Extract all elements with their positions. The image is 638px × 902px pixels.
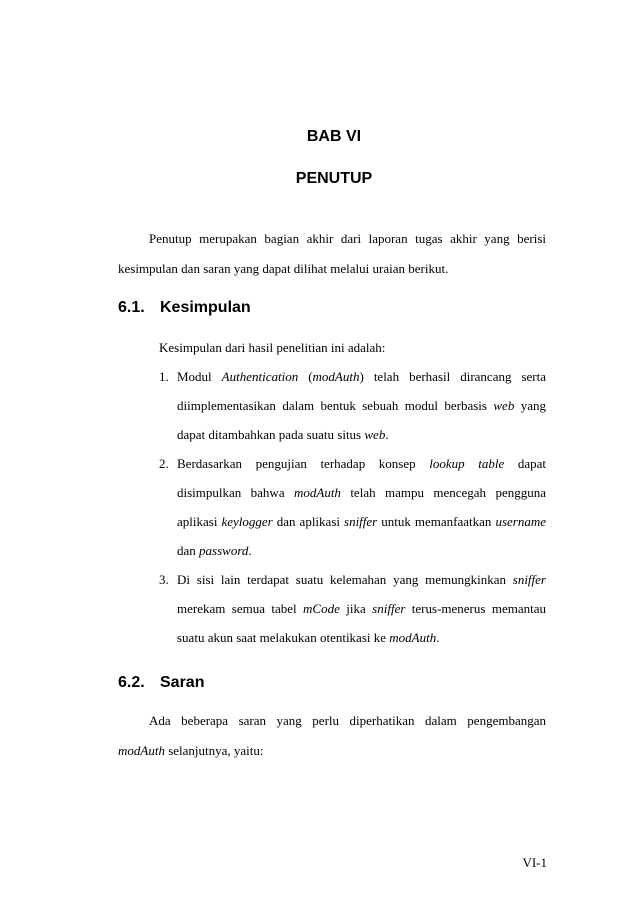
intro-line-1: Penutup merupakan bagian akhir dari laporan tugas akhir yang berisi [149, 231, 546, 246]
list-item-2-line-3: aplikasi keylogger dan aplikasi sniffer untuk memanfaatkan username [177, 514, 546, 529]
section-heading-kesimpulan [118, 299, 251, 317]
intro-line-2: kesimpulan dan saran yang dapat dilihat melalui uraian berikut. [118, 261, 449, 276]
list-item-3-line-2: merekam semua tabel mCode jika sniffer terus-menerus memantau [177, 601, 546, 616]
list-item-2-line-1: Berdasarkan pengujian terhadap konsep lookup table dapat [177, 456, 546, 471]
list-item-1-line-3: dapat ditambahkan pada suatu situs web. [177, 427, 389, 442]
list-number: 2. [159, 456, 169, 471]
list-item-2-line-4: dan password. [177, 543, 252, 558]
conclusion-lead: Kesimpulan dari hasil penelitian ini adalah: [159, 340, 386, 355]
section-heading-saran [118, 674, 204, 692]
page-number: VI-1 [522, 855, 547, 870]
section-title: Saran [160, 674, 205, 691]
chapter-number: BAB VI [306, 128, 362, 145]
list-item-1-line-1: Modul Authentication (modAuth) telah berhasil dirancang serta [177, 369, 546, 384]
list-item-3-line-3: suatu akun saat melakukan otentikasi ke modAuth. [177, 630, 440, 645]
section-title: Kesimpulan [160, 299, 251, 316]
list-number: 1. [159, 369, 169, 384]
list-item-2-line-2: disimpulkan bahwa modAuth telah mampu mencegah pengguna [177, 485, 546, 500]
chapter-title: PENUTUP [295, 170, 373, 187]
list-number: 3. [159, 572, 169, 587]
section-number: 6.2. [118, 674, 145, 691]
list-item-3-line-1: Di sisi lain terdapat suatu kelemahan yang memungkinkan sniffer [177, 572, 546, 587]
saran-line-2: modAuth selanjutnya, yaitu: [118, 743, 264, 758]
list-item-1-line-2: diimplementasikan dalam bentuk sebuah modul berbasis web yang [177, 398, 546, 413]
section-number: 6.1. [118, 299, 145, 316]
saran-line-1: Ada beberapa saran yang perlu diperhatikan dalam pengembangan [149, 713, 546, 728]
